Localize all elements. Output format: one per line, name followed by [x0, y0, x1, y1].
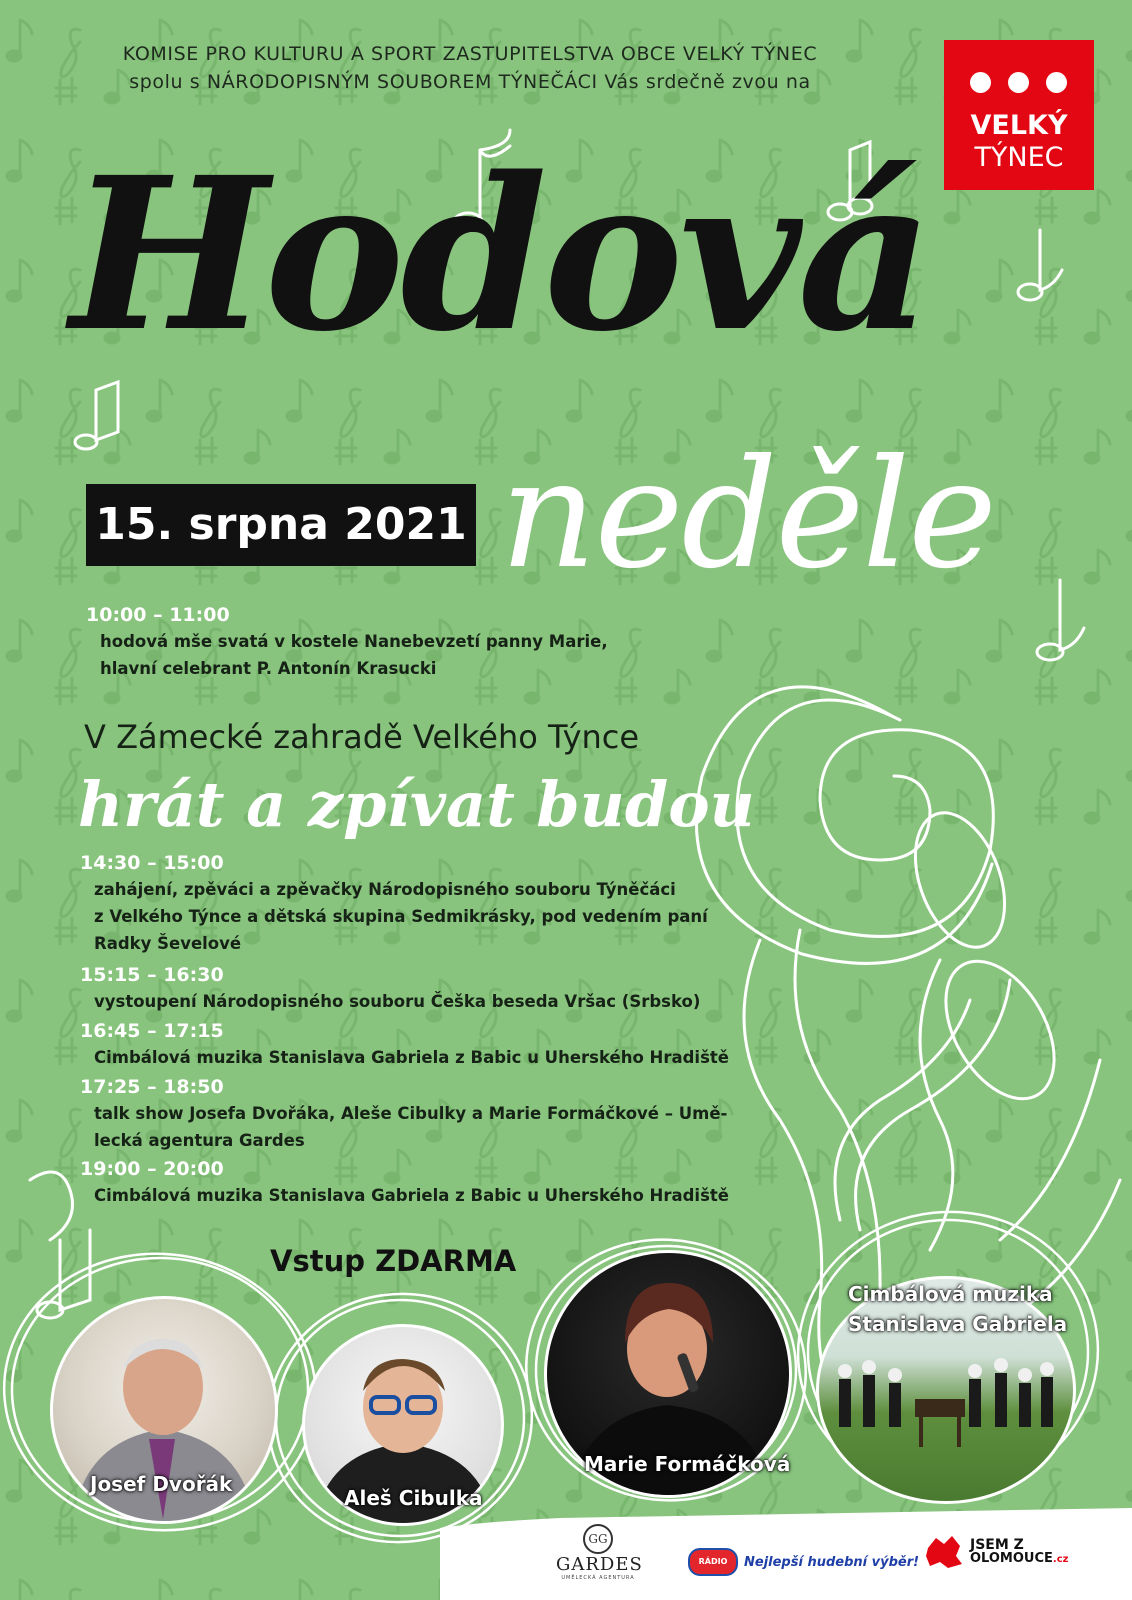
gardes-emblem-icon: GG [583, 1524, 613, 1554]
schedule-line: Cimbálová muzika Stanislava Gabriela z Babic u Uherského Hradiště [94, 1186, 729, 1205]
gardes-logo [556, 1524, 643, 1581]
performer-name: Josef Dvořák [90, 1472, 233, 1496]
performer-name: Marie Formáčková [584, 1452, 791, 1476]
free-entry-label: Vstup ZDARMA [270, 1244, 517, 1278]
radio-slogan: Nejlepší hudební výběr! [744, 1554, 920, 1570]
garden-script-heading: hrát a zpívat budou [78, 768, 755, 841]
performer-name: Aleš Cibulka [344, 1486, 483, 1510]
velky-tynec-logo [944, 40, 1094, 190]
schedule-description [94, 876, 814, 957]
schedule-line: zahájení, zpěváci a zpěvačky Národopisného souboru Týněčáci [94, 880, 676, 899]
radio-logo-icon: RÁDIO [688, 1548, 738, 1576]
garden-heading: V Zámecké zahradě Velkého Týnce [84, 718, 640, 756]
jsem-domain: .cz [1052, 1553, 1069, 1565]
schedule-time: 15:15 – 16:30 [80, 964, 224, 986]
logo-dot-icon [1046, 72, 1067, 93]
organizer-line: KOMISE PRO KULTURU A SPORT ZASTUPITELSTVA OBCE VELKÝ TÝNEC [122, 43, 818, 65]
schedule-time: 17:25 – 18:50 [80, 1076, 224, 1098]
page-subtitle: neděle [500, 428, 995, 602]
mass-line: hlavní celebrant P. Antonín Krasucki [100, 659, 437, 678]
event-date: 15. srpna 2021 [86, 484, 476, 566]
schedule-line: lecká agentura Gardes [94, 1131, 305, 1150]
logo-text-line1: VELKÝ [970, 110, 1068, 141]
schedule-description [94, 1182, 814, 1209]
schedule-line: vystoupení Národopisného souboru Češka beseda Vršac (Srbsko) [94, 992, 701, 1011]
schedule-line: Radky Ševelové [94, 934, 242, 953]
logo-text-line2: TÝNEC [974, 142, 1064, 173]
schedule-line: Cimbálová muzika Stanislava Gabriela z Babic u Uherského Hradiště [94, 1048, 729, 1067]
jsem-line2: OLOMOUCE [970, 1550, 1053, 1566]
band-photo [816, 1276, 1076, 1504]
schedule-description [94, 1044, 814, 1071]
schedule-time: 14:30 – 15:00 [80, 852, 224, 874]
mass-time: 10:00 – 11:00 [86, 604, 230, 626]
mass-line: hodová mše svatá v kostele Nanebevzetí panny Marie, [100, 632, 608, 651]
schedule-time: 16:45 – 17:15 [80, 1020, 224, 1042]
gardes-wordmark: GARDES [556, 1554, 643, 1575]
mass-description [100, 628, 820, 682]
invitation-line: spolu s NÁRODOPISNÝM SOUBOREM TÝNEČÁCI Vás srdečně zvou na [129, 71, 811, 93]
schedule-description [94, 988, 814, 1015]
gardes-subline: UMĚLECKÁ AGENTURA [561, 1575, 635, 1581]
logo-dot-icon [1008, 72, 1029, 93]
schedule-line: talk show Josefa Dvořáka, Aleše Cibulky a Marie Formáčkové – Umě- [94, 1104, 728, 1123]
schedule-line: z Velkého Týnce a dětská skupina Sedmikrásky, pod vedením paní [94, 907, 708, 926]
band-name-line1: Cimbálová muzika [848, 1282, 1053, 1306]
red-region-map-icon [924, 1534, 964, 1570]
jsem-line1: JSEM Z [970, 1536, 1024, 1553]
logo-dot-icon [970, 72, 991, 93]
schedule-description [94, 1100, 814, 1154]
jsem-z-olomouce-logo [924, 1534, 1068, 1570]
page-title: Hodová [70, 131, 930, 378]
radio-sponsor [688, 1548, 919, 1576]
schedule-time: 19:00 – 20:00 [80, 1158, 224, 1180]
band-name-line2: Stanislava Gabriela [848, 1312, 1068, 1336]
